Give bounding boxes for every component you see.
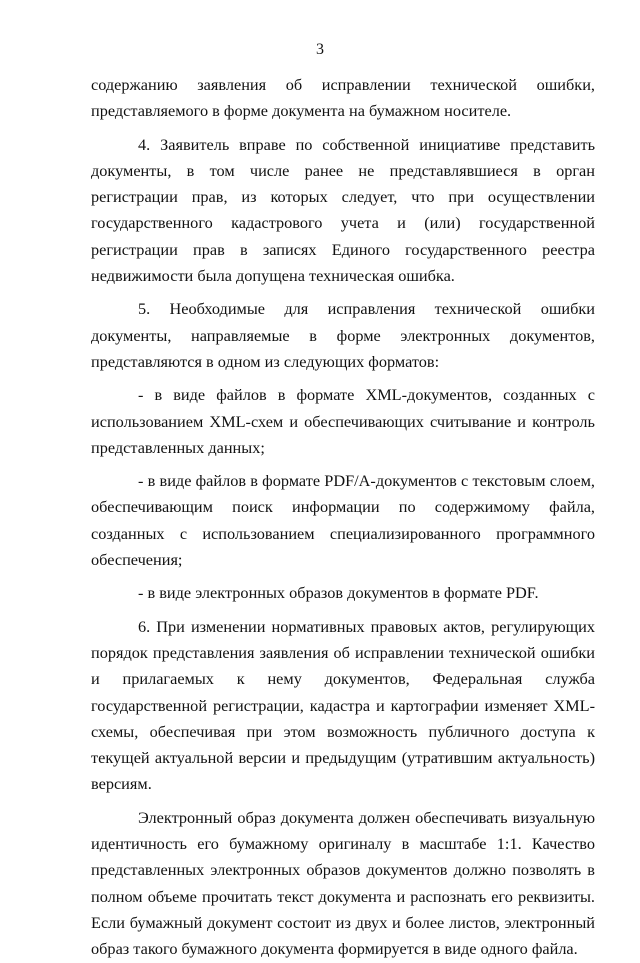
list-item-pdfa: - в виде файлов в формате PDF/A-документов с текстовым слоем, обеспечивающим поиск информации по содержимому файла, созданных с использованием специализированного программного обеспечения; <box>91 471 595 570</box>
list-item-xml: - в виде файлов в формате XML-документов, созданных с использованием XML-схем и обеспечивающих считывание и контроль представленных данных; <box>91 385 595 457</box>
paragraph-electronic-image: Электронный образ документа должен обеспечивать визуальную идентичность его бумажному оригиналу в масштабе 1:1. Качество представленных электронных образов документов должно позволять в полном объеме прочитать текст документа и распознать его реквизиты. Если бумажный документ состоит из двух и более листов, электронный образ такого бумажного документа формируется в виде одного файла. <box>91 807 595 959</box>
paragraph-item-6: 6. При изменении нормативных правовых актов, регулирующих порядок представления заявления об исправлении технической ошибки и прилагаемых к нему документов, Федеральная служба государственной регистрации, кадастра и картографии изменяет XML-схемы, обеспечивая при этом возможность публичного доступа к текущей актуальной версии и предыдущим (утратившим актуальность) версиям. <box>91 616 595 794</box>
list-item-pdf: - в виде электронных образов документов в формате PDF. <box>138 583 539 603</box>
paragraph-continuation: содержанию заявления об исправлении технической ошибки, представляемого в форме документа на бумажном носителе. <box>91 75 595 121</box>
paragraph-item-4: 4. Заявитель вправе по собственной инициативе представить документы, в том числе ранее не представлявшиеся в орган регистрации прав, из которых следует, что при осуществлении государственного кадастрового учета и (или) государственной регистрации прав в записях Единого государственного реестра недвижимости была допущена техническая ошибка. <box>91 134 595 286</box>
paragraph-item-5: 5. Необходимые для исправления технической ошибки документы, направляемые в форме электронных документов, представляются в одном из следующих форматов: <box>91 299 595 371</box>
page-number: 3 <box>316 41 324 58</box>
document-body <box>91 72 595 963</box>
